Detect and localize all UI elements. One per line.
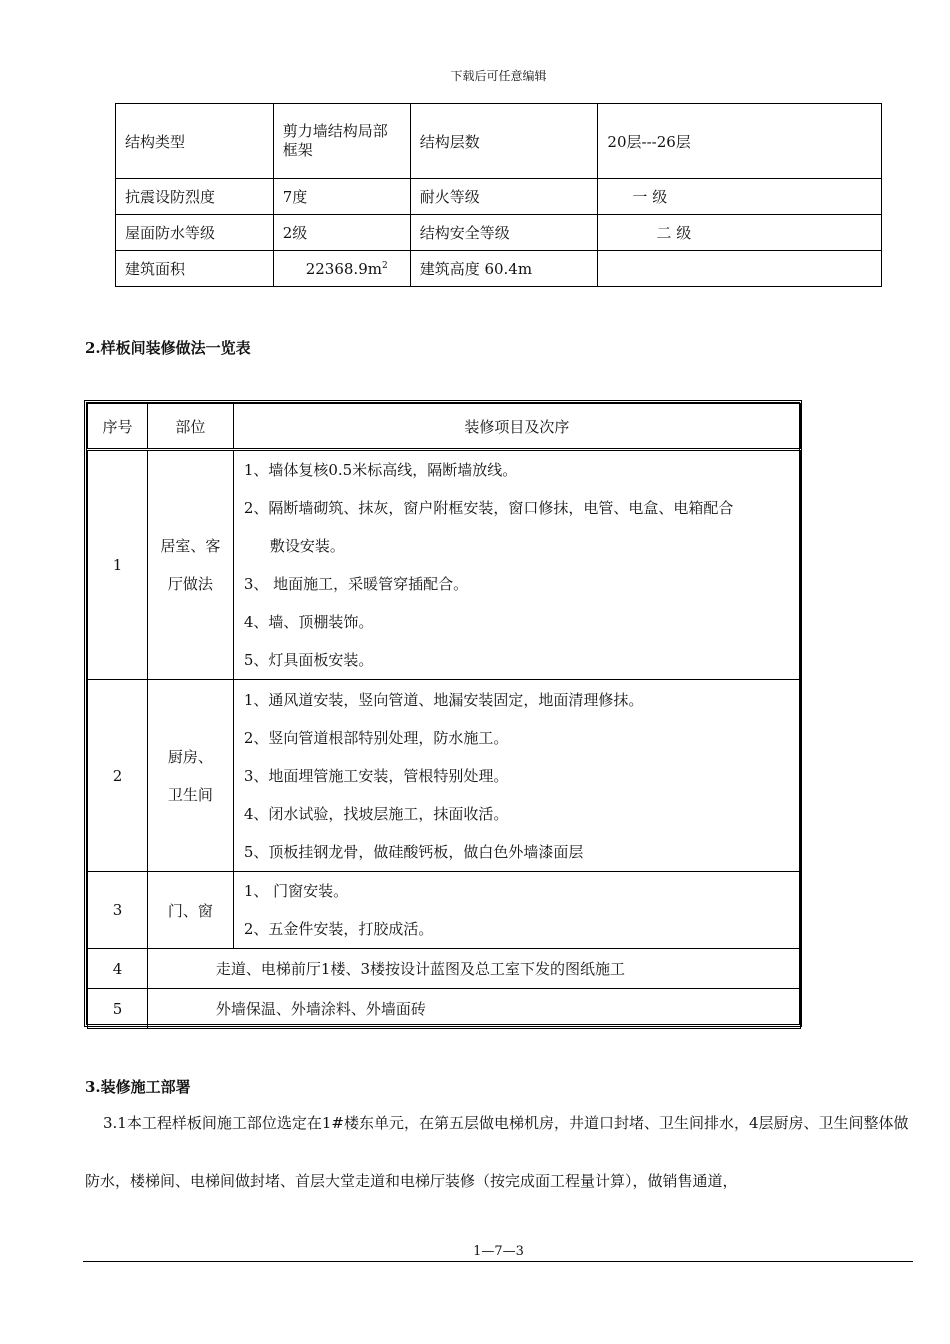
safety-value: 二 级 bbox=[598, 215, 882, 251]
empty-cell bbox=[598, 251, 882, 287]
row-part bbox=[147, 872, 233, 949]
part-line: 厨房、 bbox=[167, 747, 213, 766]
table-row bbox=[116, 179, 882, 215]
height-text: 建筑高度 60.4m bbox=[410, 251, 598, 287]
table-row bbox=[88, 450, 801, 680]
list-item: 1、 门窗安装。 bbox=[243, 882, 349, 900]
decoration-table-frame bbox=[84, 400, 802, 1027]
seismic-value: 7度 bbox=[273, 179, 410, 215]
row-no: 5 bbox=[88, 989, 148, 1029]
row-items bbox=[233, 680, 800, 872]
list-item: 2、五金件安装，打胶成活。 bbox=[243, 920, 434, 938]
section-3-paragraph: 3.1本工程样板间施工部位选定在1#楼东单元，在第五层做电梯机房，井道口封堵、卫生间排水，4层厨房、卫生间整体做防水，楼梯间、电梯间做封堵、首层大堂走道和电梯厅装修（按完成面工程量计算），做销售通道， bbox=[85, 1114, 909, 1190]
part-line: 门、窗 bbox=[167, 901, 213, 920]
header-items: 装修项目及次序 bbox=[233, 404, 800, 450]
row-no: 3 bbox=[88, 872, 148, 949]
table-row bbox=[88, 989, 801, 1029]
list-item: 敷设安装。 bbox=[269, 537, 345, 555]
fire-label: 耐火等级 bbox=[410, 179, 598, 215]
area-unit-superscript: 2 bbox=[381, 260, 388, 271]
area-value: 22368.9m bbox=[305, 259, 382, 278]
list-item: 5、灯具面板安装。 bbox=[243, 651, 374, 669]
floors-label: 结构层数 bbox=[410, 104, 598, 179]
row-merged-text: 外墙保温、外墙涂料、外墙面砖 bbox=[147, 989, 800, 1029]
floors-value: 20层---26层 bbox=[598, 104, 882, 179]
list-item: 4、闭水试验，找坡层施工，抹面收活。 bbox=[243, 804, 509, 823]
row-items bbox=[233, 872, 800, 949]
area-value-cell bbox=[273, 251, 410, 287]
page-number: 1—7—3 bbox=[473, 1244, 524, 1259]
list-item: 2、竖向管道根部特别处理，防水施工。 bbox=[243, 728, 509, 747]
list-item: 4、墙、顶棚装饰。 bbox=[243, 613, 374, 631]
table-row bbox=[116, 215, 882, 251]
roof-label: 屋面防水等级 bbox=[116, 215, 274, 251]
table-row bbox=[116, 104, 882, 179]
table-header-row bbox=[88, 404, 801, 450]
table-row bbox=[116, 251, 882, 287]
section-3-title: 3.装修施工部署 bbox=[85, 1078, 191, 1096]
structure-type-value: 剪力墙结构局部框架 bbox=[273, 104, 410, 179]
fire-value: 一 级 bbox=[598, 179, 882, 215]
row-no: 1 bbox=[88, 450, 148, 680]
footer-divider bbox=[83, 1261, 913, 1262]
table-row bbox=[88, 680, 801, 872]
table-row bbox=[88, 872, 801, 949]
structure-type-label: 结构类型 bbox=[116, 104, 274, 179]
row-no: 2 bbox=[88, 680, 148, 872]
area-label: 建筑面积 bbox=[116, 251, 274, 287]
row-no: 4 bbox=[88, 949, 148, 989]
row-part bbox=[147, 450, 233, 680]
part-line: 厅做法 bbox=[167, 575, 213, 593]
row-merged-text: 走道、电梯前厅1楼、3楼按设计蓝图及总工室下发的图纸施工 bbox=[147, 949, 800, 989]
list-item: 1、通风道安装，竖向管道、地漏安装固定，地面清理修抹。 bbox=[243, 690, 644, 709]
safety-label: 结构安全等级 bbox=[410, 215, 598, 251]
project-info-table bbox=[115, 103, 882, 287]
list-item: 5、顶板挂钢龙骨，做硅酸钙板，做白色外墙漆面层 bbox=[243, 842, 584, 861]
seismic-label: 抗震设防烈度 bbox=[116, 179, 274, 215]
part-line: 居室、客 bbox=[160, 537, 221, 555]
row-part bbox=[147, 680, 233, 872]
list-item: 3、地面埋管施工安装，管根特别处理。 bbox=[243, 766, 509, 785]
roof-value: 2级 bbox=[273, 215, 410, 251]
header-note: 下载后可任意编辑 bbox=[450, 69, 547, 83]
section-2-title: 2.样板间装修做法一览表 bbox=[85, 339, 251, 357]
table-row bbox=[88, 949, 801, 989]
row-items bbox=[233, 450, 800, 680]
list-item: 1、墙体复核0.5米标高线，隔断墙放线。 bbox=[243, 461, 518, 479]
list-item: 3、 地面施工，采暖管穿插配合。 bbox=[243, 575, 469, 593]
header-no: 序号 bbox=[88, 404, 148, 450]
header-part: 部位 bbox=[147, 404, 233, 450]
part-line: 卫生间 bbox=[167, 785, 213, 804]
decoration-table bbox=[87, 403, 801, 1029]
list-item: 2、隔断墙砌筑、抹灰，窗户附框安装，窗口修抹，电管、电盒、电箱配合 bbox=[243, 499, 734, 517]
